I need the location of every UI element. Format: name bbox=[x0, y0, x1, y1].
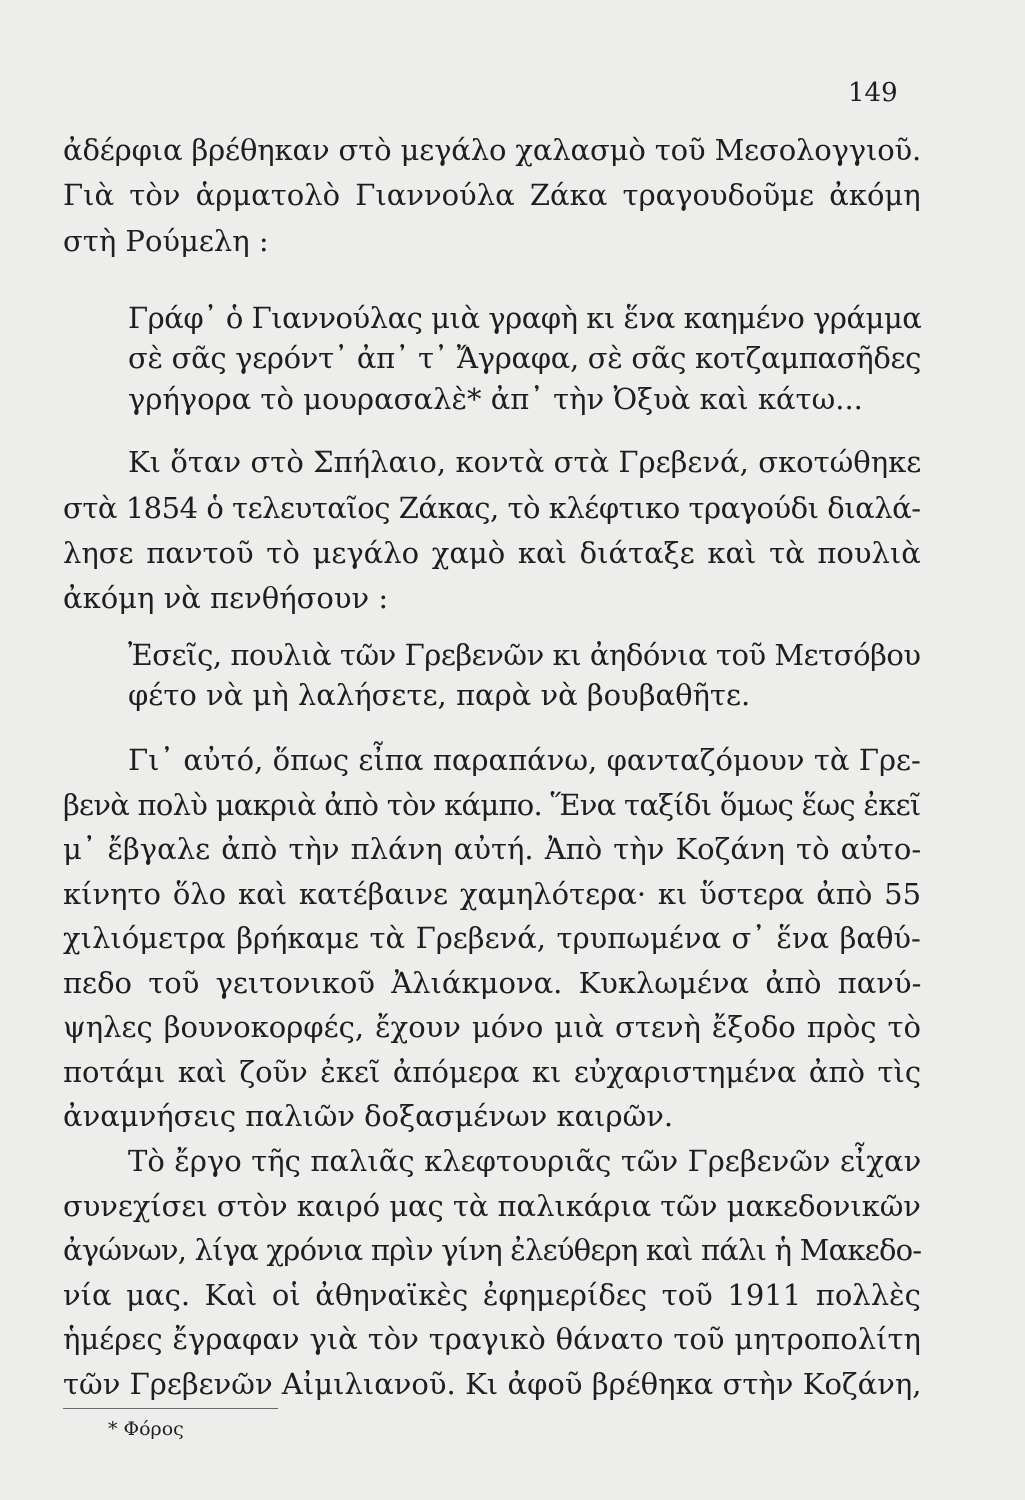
footnote-divider bbox=[63, 1408, 278, 1409]
text-line: ἀδέρφια βρέθηκαν στὸ μεγάλο χαλασμὸ τοῦ Μεσολογγιοῦ. bbox=[63, 133, 922, 167]
text-line: πεδο τοῦ γειτονικοῦ Ἀλιάκμονα. Κυκλωμένα ἀπὸ πανύ- bbox=[63, 966, 922, 1000]
text-line: λησε παντοῦ τὸ μεγάλο χαμὸ καὶ διάταξε καὶ τὰ πουλιὰ bbox=[63, 536, 921, 570]
text-line: στὰ 1854 ὁ τελευταῖος Ζάκας, τὸ κλέφτικο τραγούδι διαλά- bbox=[63, 491, 921, 525]
text-line: ἀναμνήσεις παλιῶν δοξασμένων καιρῶν. bbox=[63, 1099, 674, 1133]
text-line: βενὰ πολὺ μακριὰ ἀπὸ τὸν κάμπο. Ἕνα ταξίδι ὅμως ἕως ἐκεῖ bbox=[63, 788, 921, 822]
text-line: Τὸ ἔργο τῆς παλιᾶς κλεφτουριᾶς τῶν Γρεβενῶν εἶχαν bbox=[128, 1144, 922, 1178]
text-line: τῶν Γρεβενῶν Αἰμιλιανοῦ. Κι ἀφοῦ βρέθηκα στὴν Κοζάνη, bbox=[63, 1367, 922, 1401]
text-line: στὴ Ρούμελη : bbox=[63, 224, 269, 258]
page-number: 149 bbox=[848, 78, 898, 108]
text-line: ποτάμι καὶ ζοῦν ἐκεῖ ἀπόμερα κι εὐχαριστημένα ἀπὸ τὶς bbox=[63, 1055, 922, 1089]
text-line: συνεχίσει στὸν καιρό μας τὰ παλικάρια τῶν μακεδονικῶν bbox=[63, 1189, 921, 1223]
text-line: νία μας. Καὶ οἱ ἀθηναϊκὲς ἐφημερίδες τοῦ 1911 πολλὲς bbox=[63, 1278, 921, 1312]
text-line: ἡμέρες ἔγραφαν γιὰ τὸν τραγικὸ θάνατο τοῦ μητροπολίτη bbox=[63, 1322, 921, 1356]
text-line: κίνητο ὅλο καὶ κατέβαινε χαμηλότερα· κι ὕστερα ἀπὸ 55 bbox=[63, 877, 922, 911]
text-line: ἀγώνων, λίγα χρόνια πρὶν γίνη ἐλεύθερη καὶ πάλι ἡ Μακεδο- bbox=[63, 1233, 922, 1267]
text-line: ἀκόμη νὰ πενθήσουν : bbox=[63, 581, 389, 615]
text-line: μ᾿ ἔβγαλε ἀπὸ τὴν πλάνη αὐτή. Ἀπὸ τὴν Κοζάνη τὸ αὐτο- bbox=[63, 832, 922, 866]
verse-line: γρήγορα τὸ μουρασαλὲ* ἀπ᾿ τὴν Ὀξυὰ καὶ κάτω... bbox=[128, 382, 863, 416]
text-line: Γι᾿ αὐτό, ὅπως εἶπα παραπάνω, φανταζόμουν τὰ Γρε- bbox=[128, 743, 921, 777]
text-line: Κι ὅταν στὸ Σπήλαιο, κοντὰ στὰ Γρεβενά, σκοτώθηκε bbox=[128, 445, 922, 479]
verse-line: φέτο νὰ μὴ λαλήσετε, παρὰ νὰ βουβαθῆτε. bbox=[128, 678, 751, 712]
text-line: Γιὰ τὸν ἁρματολὸ Γιαννούλα Ζάκα τραγουδοῦμε ἀκόμη bbox=[63, 178, 921, 212]
text-line: ψηλες βουνοκορφές, ἔχουν μόνο μιὰ στενὴ ἔξοδο πρὸς τὸ bbox=[63, 1010, 922, 1044]
verse-line: σὲ σᾶς γερόντ᾿ ἀπ᾿ τ᾿ Ἄγραφα, σὲ σᾶς κοτζαμπασῆδες bbox=[128, 341, 922, 375]
verse-line: Γράφ᾿ ὁ Γιαννούλας μιὰ γραφὴ κι ἕνα καημένο γράμμα bbox=[128, 301, 922, 335]
text-line: χιλιόμετρα βρήκαμε τὰ Γρεβενά, τρυπωμένα σ᾿ ἕνα βαθύ- bbox=[63, 921, 921, 955]
footnote: * Φόρος bbox=[108, 1418, 184, 1440]
verse-line: Ἐσεῖς, πουλιὰ τῶν Γρεβενῶν κι ἀηδόνια τοῦ Μετσόβου bbox=[128, 638, 921, 672]
